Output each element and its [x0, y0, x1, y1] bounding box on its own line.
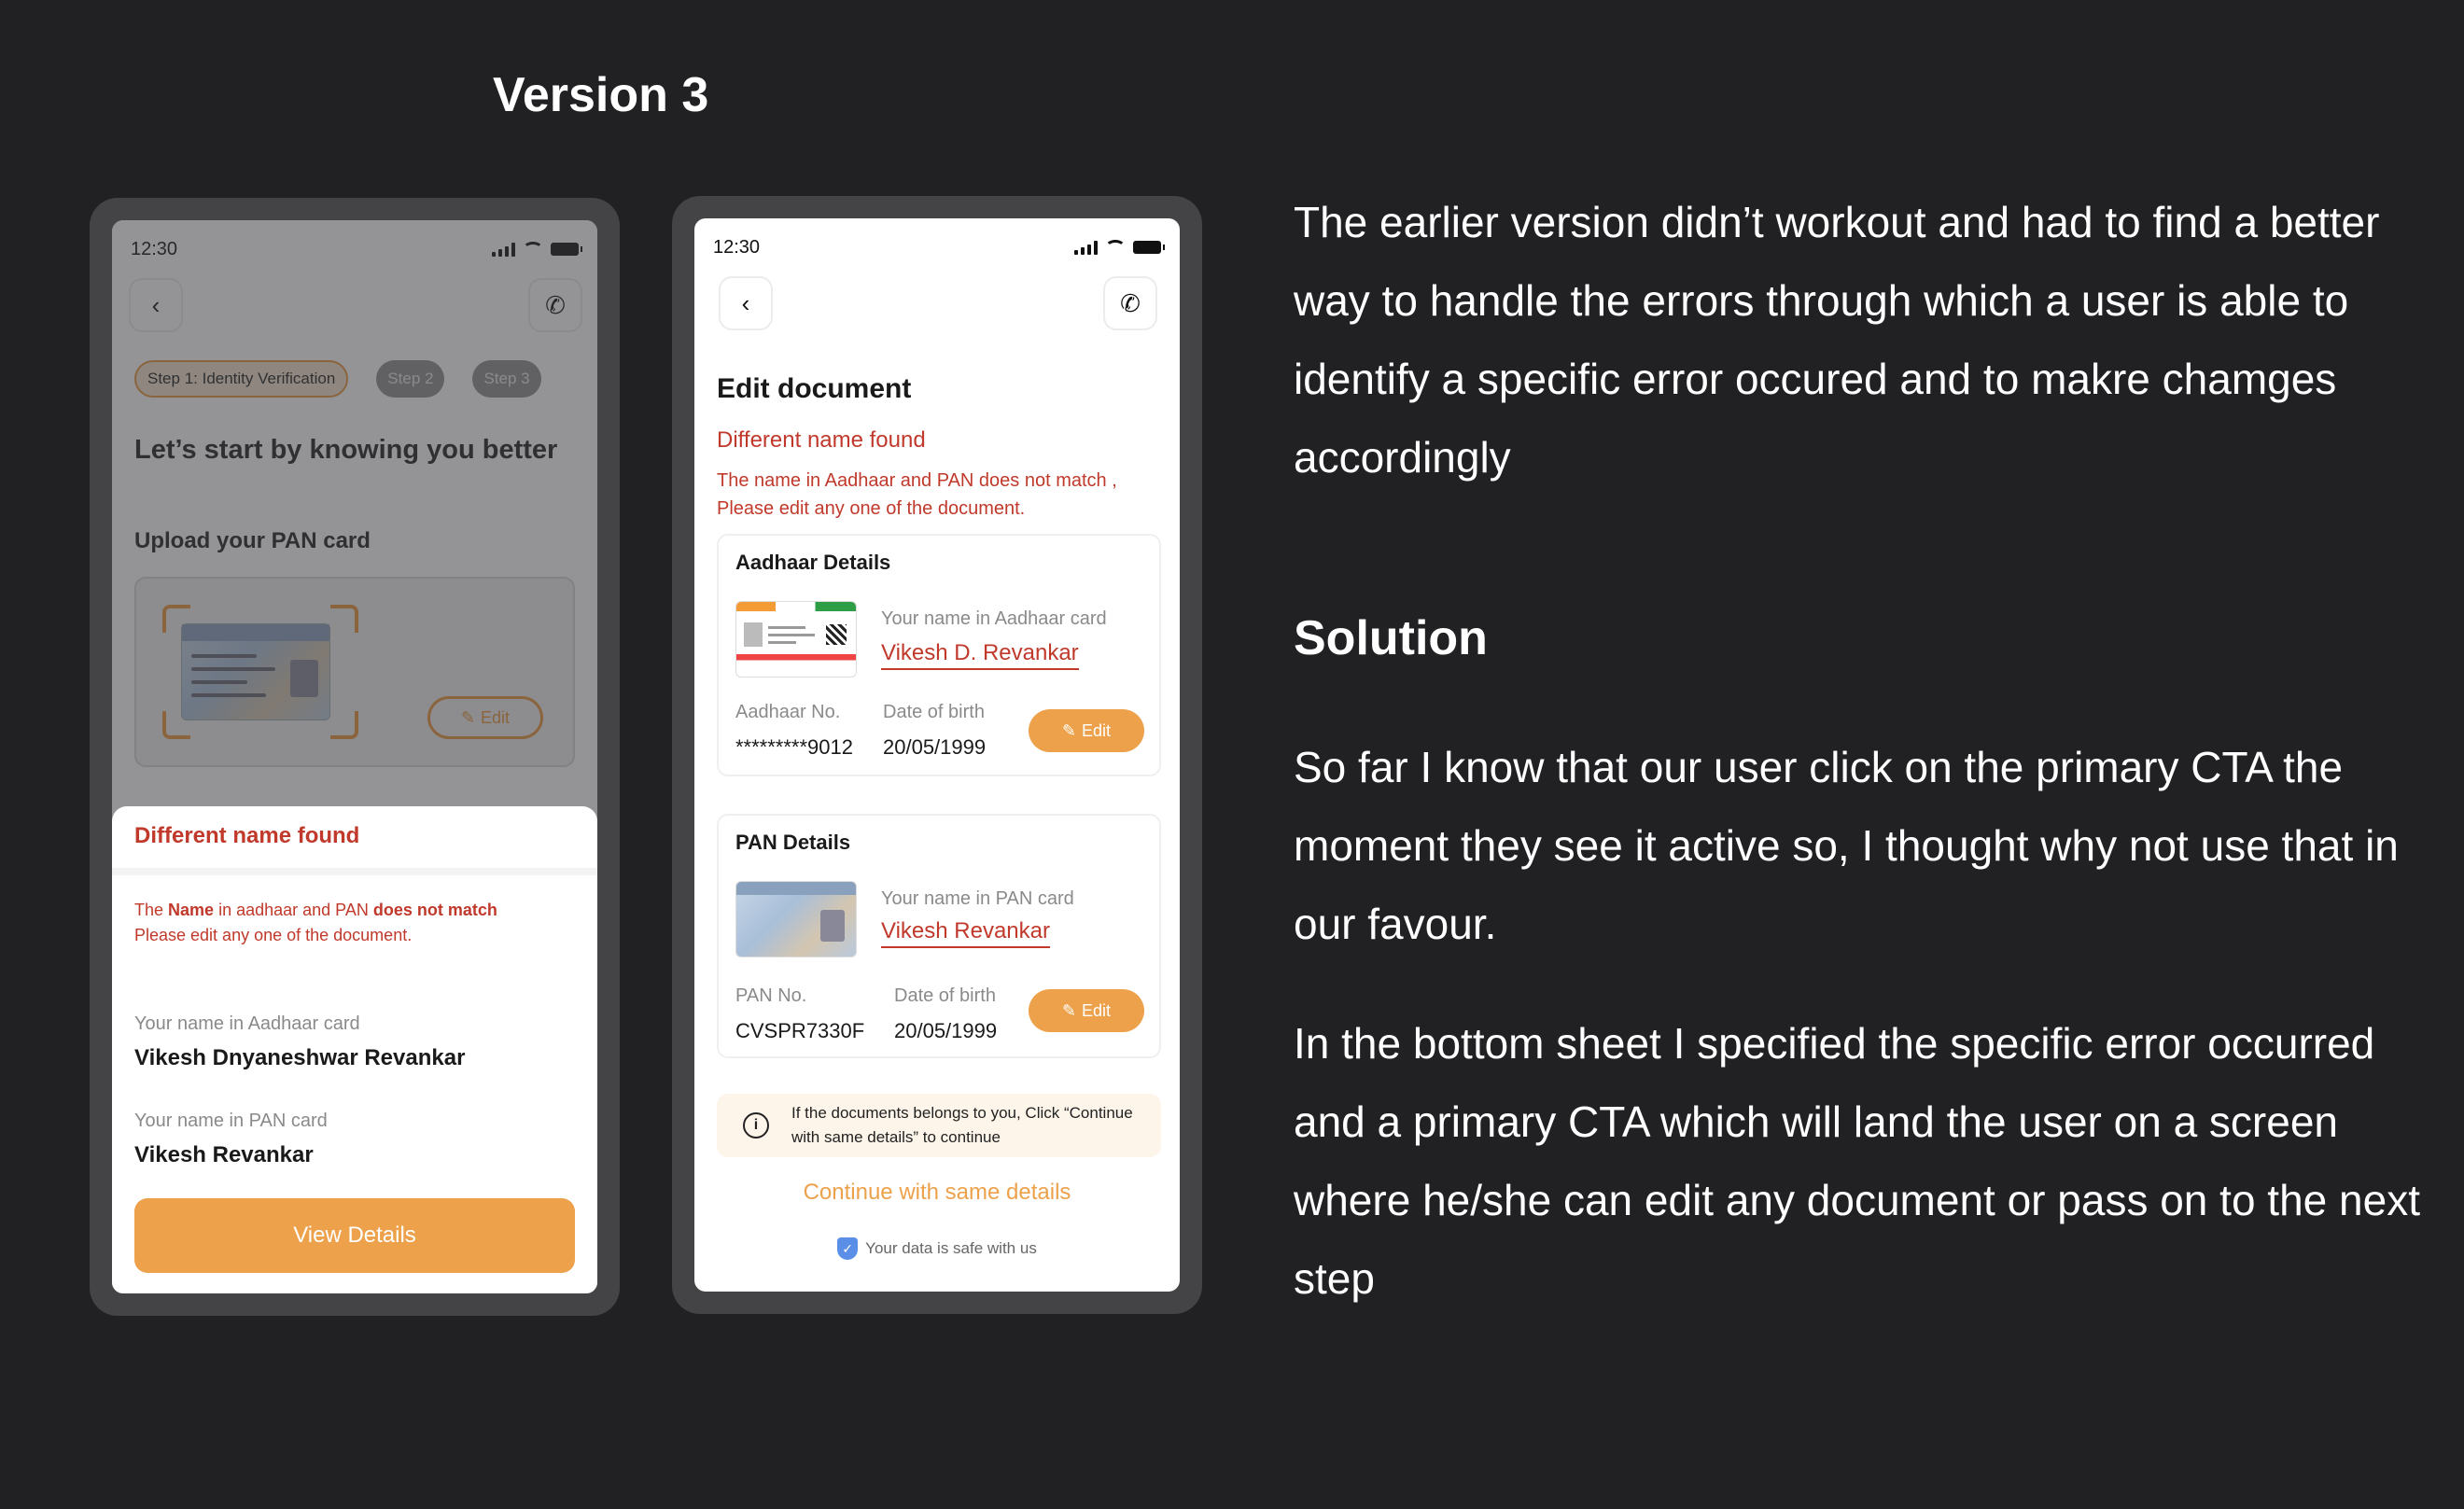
status-time: 12:30	[713, 236, 761, 258]
error-message: The name in Aadhaar and PAN does not match , Please edit any one of the document.	[717, 470, 1117, 519]
phone-icon: ✆	[1120, 288, 1141, 317]
error-text: in aadhaar and PAN	[214, 901, 373, 919]
pan-name-label: Your name in PAN card	[134, 1111, 328, 1131]
pan-name-label: Your name in PAN card	[881, 888, 1074, 909]
solution-paragraph-2: In the bottom sheet I specified the specific error occurred and a primary CTA which will land the user on a screen where he/she can edit any document or pass on to the next step	[1294, 1019, 2420, 1303]
bottom-sheet	[112, 806, 597, 1293]
error-text-bold: does not match	[372, 901, 497, 919]
pan-name-value: Vikesh Revankar	[134, 1142, 314, 1167]
shield-check-icon: ✓	[837, 1237, 858, 1260]
aadhaar-dob-value: 20/05/1999	[883, 735, 987, 759]
pan-number-value: CVSPR7330F	[735, 1019, 865, 1042]
chevron-left-icon: ‹	[741, 288, 750, 317]
error-text-bold: Name	[168, 901, 215, 919]
phone-frame-1	[90, 198, 620, 1316]
card-title: PAN Details	[735, 831, 851, 854]
pan-details-card	[717, 814, 1161, 1058]
safety-text: Your data is safe with us	[865, 1239, 1037, 1257]
aadhaar-details-card	[717, 534, 1161, 776]
info-text: If the documents belongs to you, Click “Continue with same details” to continue	[791, 1104, 1133, 1146]
card-title: Aadhaar Details	[735, 551, 891, 574]
aadhaar-dob-label: Date of birth	[883, 702, 985, 722]
aadhaar-number-label: Aadhaar No.	[735, 702, 841, 722]
edit-pan-button[interactable]	[1029, 989, 1144, 1032]
aadhaar-name-value: Vikesh D. Revankar	[881, 640, 1079, 670]
aadhaar-name-label: Your name in Aadhaar card	[881, 608, 1107, 629]
error-text: The	[134, 901, 169, 919]
solution-heading: Solution	[1294, 611, 1488, 665]
solution-paragraph-1: So far I know that our user click on the primary CTA the moment they see it active so, I thought why not use that in our favour.	[1294, 743, 2399, 948]
edit-label: Edit	[1082, 720, 1112, 740]
aadhaar-number-value: *********9012	[735, 735, 853, 759]
sheet-title: Different name found	[134, 823, 360, 848]
aadhaar-name-label: Your name in Aadhaar card	[134, 1013, 360, 1034]
screen-edit-document	[694, 218, 1180, 1292]
pan-card-image	[735, 881, 857, 957]
pan-number-label: PAN No.	[735, 985, 807, 1006]
continue-same-details-button[interactable]: Continue with same details	[803, 1180, 1071, 1205]
call-button[interactable]	[1103, 276, 1157, 330]
edit-label: Edit	[1082, 1000, 1112, 1020]
phone-frame-2	[672, 196, 1202, 1314]
aadhaar-name-value: Vikesh Dnyaneshwar Revankar	[134, 1045, 466, 1070]
info-icon: i	[743, 1112, 769, 1139]
wifi-icon	[1105, 240, 1126, 255]
error-message	[134, 898, 573, 948]
pencil-icon: ✎	[1061, 720, 1077, 740]
edit-aadhaar-button[interactable]	[1029, 709, 1144, 752]
signal-icon	[1074, 240, 1098, 255]
intro-paragraph: The earlier version didn’t workout and had to find a better way to handle the errors through which a user is able to identify a specific error occured and to makre chamges accordingly	[1294, 198, 2380, 482]
safety-note	[694, 1237, 1180, 1260]
battery-icon	[1133, 241, 1161, 254]
pan-name-value: Vikesh Revankar	[881, 918, 1050, 948]
back-button[interactable]	[719, 276, 773, 330]
info-banner	[717, 1094, 1161, 1157]
page-title: Version 3	[493, 68, 709, 122]
divider	[112, 868, 597, 875]
pan-dob-label: Date of birth	[894, 985, 996, 1006]
status-bar	[713, 235, 1161, 259]
error-title: Different name found	[717, 427, 926, 453]
screen-heading: Edit document	[717, 373, 912, 404]
error-text: Please edit any one of the document.	[134, 926, 413, 944]
pencil-icon: ✎	[1061, 1000, 1077, 1020]
view-details-button[interactable]: View Details	[134, 1198, 575, 1273]
aadhaar-card-image	[735, 601, 857, 678]
screen-identity-verification	[112, 220, 597, 1293]
pan-dob-value: 20/05/1999	[894, 1019, 998, 1042]
